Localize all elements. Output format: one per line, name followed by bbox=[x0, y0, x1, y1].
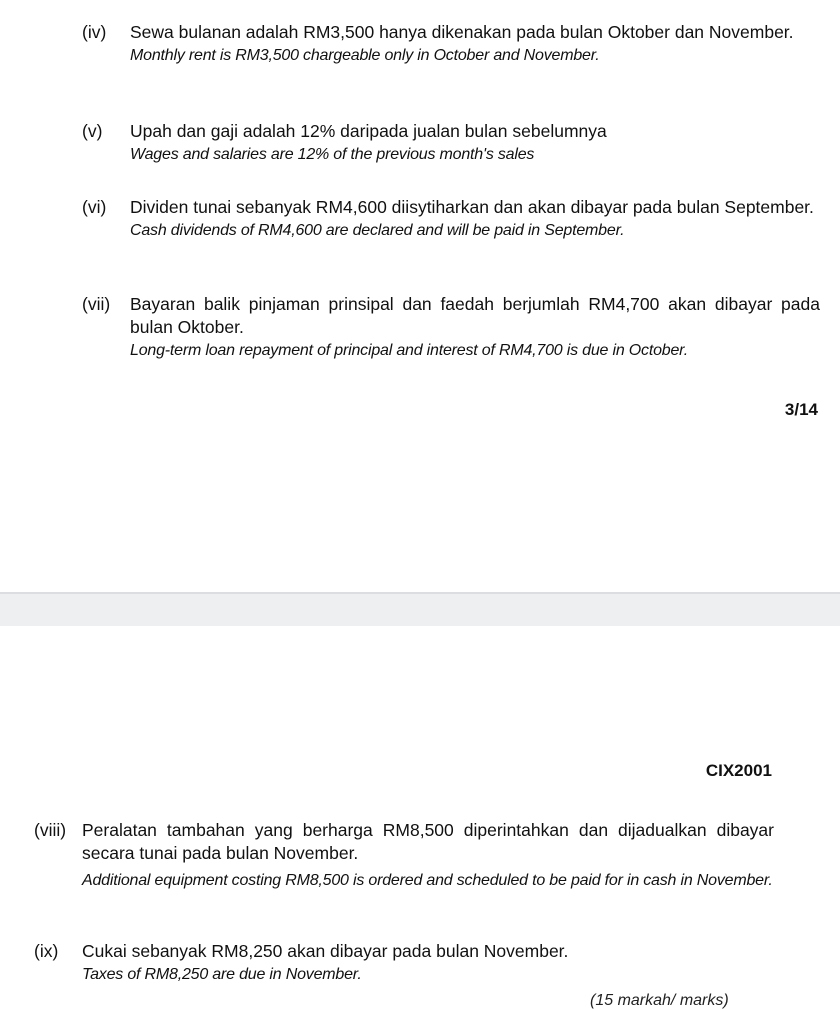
item-english-text: Additional equipment costing RM8,500 is ordered and scheduled to be paid for in cash in November. bbox=[82, 872, 773, 889]
item-malay-text: Upah dan gaji adalah 12% daripada jualan bulan sebelumnya bbox=[130, 121, 607, 141]
course-code: CIX2001 bbox=[705, 761, 772, 780]
item-malay-text: Sewa bulanan adalah RM3,500 hanya dikenakan pada bulan Oktober dan November. bbox=[130, 22, 794, 42]
item-malay-text: Bayaran balik pinjaman prinsipal dan faedah berjumlah RM4,700 akan dibayar pada bulan Oktober. bbox=[130, 294, 820, 337]
item-english-text: Taxes of RM8,250 are due in November. bbox=[82, 966, 362, 983]
item-malay-text: Cukai sebanyak RM8,250 akan dibayar pada bulan November. bbox=[82, 941, 569, 961]
item-number: (vii) bbox=[82, 294, 111, 314]
page-number: 3/14 bbox=[784, 400, 818, 419]
item-number: (vi) bbox=[82, 197, 107, 217]
item-number: (viii) bbox=[34, 820, 67, 840]
item-number: (v) bbox=[82, 121, 103, 141]
item-english-text: Wages and salaries are 12% of the previous month's sales bbox=[130, 146, 535, 163]
item-malay-text: Dividen tunai sebanyak RM4,600 diisytiharkan dan akan dibayar pada bulan September. bbox=[130, 197, 814, 217]
page-separator bbox=[0, 592, 840, 626]
item-english-text: Monthly rent is RM3,500 chargeable only in October and November. bbox=[130, 47, 600, 64]
item-english-text: Long-term loan repayment of principal and interest of RM4,700 is due in October. bbox=[130, 342, 688, 359]
item-number: (ix) bbox=[34, 941, 59, 961]
item-english-text: Cash dividends of RM4,600 are declared and will be paid in September. bbox=[130, 222, 625, 239]
marks-label: (15 markah/ marks) bbox=[590, 992, 729, 1009]
item-number: (iv) bbox=[82, 22, 107, 42]
document-page-4 bbox=[0, 626, 840, 1009]
item-malay-text: Peralatan tambahan yang berharga RM8,500 diperintahkan dan dijadualkan dibayar secara tunai pada bulan November. bbox=[82, 820, 774, 863]
